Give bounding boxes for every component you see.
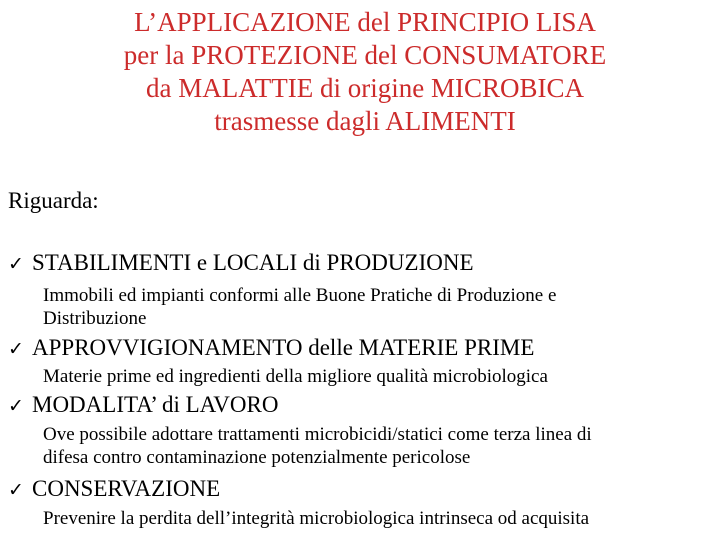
title-line: da MALATTIE di origine MICROBICA (146, 73, 584, 103)
title-line: trasmesse dagli ALIMENTI (214, 106, 516, 136)
bullet-item-conservazione (8, 475, 220, 504)
description-line: Distribuzione (43, 308, 147, 329)
checkmark-icon: ✓ (8, 395, 24, 417)
bullet-description (43, 365, 703, 388)
checkmark-icon: ✓ (8, 479, 24, 501)
bullet-heading: STABILIMENTI e LOCALI di PRODUZIONE (32, 250, 474, 275)
description-line: Materie prime ed ingredienti della migliore qualità microbiologica (43, 366, 548, 387)
slide-title (0, 6, 720, 138)
checkmark-icon: ✓ (8, 338, 24, 360)
title-line: per la PROTEZIONE del CONSUMATORE (123, 40, 607, 70)
description-line: Immobili ed impianti conformi alle Buone Pratiche di Produzione e (43, 285, 557, 306)
bullet-description (43, 507, 703, 530)
intro-text: Riguarda: (8, 188, 99, 213)
checkmark-icon: ✓ (8, 253, 24, 275)
title-line: L’APPLICAZIONE del PRINCIPIO LISA (134, 7, 596, 37)
description-line: difesa contro contaminazione potenzialmente pericolose (43, 447, 471, 468)
bullet-heading: APPROVVIGIONAMENTO delle MATERIE PRIME (32, 335, 535, 360)
bullet-item-modalita (8, 391, 278, 420)
bullet-description (43, 423, 703, 469)
bullet-item-stabilimenti (8, 249, 474, 278)
bullet-heading: CONSERVAZIONE (32, 476, 221, 501)
description-line: Prevenire la perdita dell’integrità microbiologica intrinseca od acquisita (43, 508, 590, 529)
bullet-item-approvvigionamento (8, 334, 534, 363)
bullet-heading: MODALITA’ di LAVORO (32, 392, 279, 417)
bullet-description (43, 284, 703, 330)
description-line: Ove possibile adottare trattamenti microbicidi/statici come terza linea di (43, 424, 592, 445)
